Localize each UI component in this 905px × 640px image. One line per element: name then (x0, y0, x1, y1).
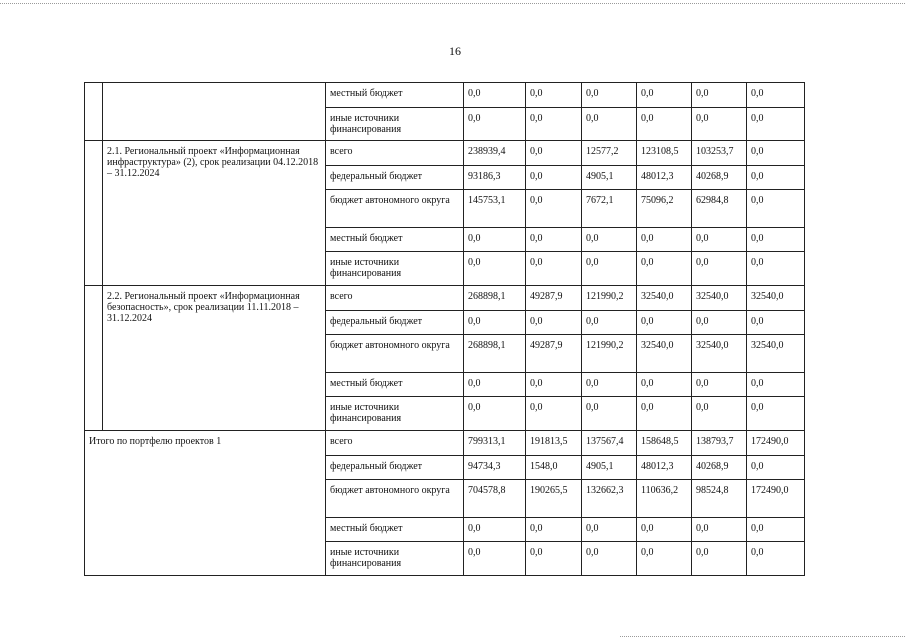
value-cell: 121990,2 (582, 335, 637, 373)
funding-source-cell: бюджет автономного округа (326, 480, 464, 518)
value-cell: 137567,4 (582, 430, 637, 455)
value-cell: 0,0 (747, 542, 805, 576)
value-cell: 0,0 (747, 83, 805, 108)
value-cell: 0,0 (464, 228, 526, 252)
value-cell: 110636,2 (637, 480, 692, 518)
value-cell: 0,0 (582, 252, 637, 286)
value-cell: 132662,3 (582, 480, 637, 518)
value-cell: 0,0 (637, 373, 692, 397)
value-cell: 138793,7 (692, 430, 747, 455)
value-cell: 0,0 (692, 228, 747, 252)
value-cell: 0,0 (747, 140, 805, 165)
value-cell: 32540,0 (637, 335, 692, 373)
funding-source-cell: всего (326, 430, 464, 455)
funding-source-cell: федеральный бюджет (326, 311, 464, 335)
value-cell: 0,0 (526, 397, 582, 431)
funding-source-cell: федеральный бюджет (326, 166, 464, 190)
funding-source-cell: всего (326, 140, 464, 165)
value-cell: 62984,8 (692, 190, 747, 228)
value-cell: 158648,5 (637, 430, 692, 455)
value-cell: 0,0 (526, 108, 582, 141)
value-cell: 0,0 (747, 456, 805, 480)
value-cell: 40268,9 (692, 456, 747, 480)
value-cell: 0,0 (526, 542, 582, 576)
value-cell: 0,0 (582, 518, 637, 542)
value-cell: 0,0 (637, 83, 692, 108)
value-cell: 238939,4 (464, 140, 526, 165)
value-cell: 0,0 (464, 83, 526, 108)
value-cell: 49287,9 (526, 335, 582, 373)
value-cell: 0,0 (526, 373, 582, 397)
funding-source-cell: местный бюджет (326, 518, 464, 542)
value-cell: 172490,0 (747, 430, 805, 455)
value-cell: 190265,5 (526, 480, 582, 518)
funding-source-cell: бюджет автономного округа (326, 190, 464, 228)
value-cell: 0,0 (747, 252, 805, 286)
value-cell: 7672,1 (582, 190, 637, 228)
value-cell: 40268,9 (692, 166, 747, 190)
value-cell: 98524,8 (692, 480, 747, 518)
value-cell: 0,0 (526, 190, 582, 228)
scan-edge-bottom (620, 636, 905, 637)
value-cell: 48012,3 (637, 166, 692, 190)
value-cell: 0,0 (582, 228, 637, 252)
value-cell: 48012,3 (637, 456, 692, 480)
value-cell: 93186,3 (464, 166, 526, 190)
value-cell: 799313,1 (464, 430, 526, 455)
page-number: 16 (449, 44, 461, 58)
value-cell: 0,0 (637, 228, 692, 252)
value-cell: 4905,1 (582, 166, 637, 190)
table-row (85, 285, 805, 310)
value-cell: 0,0 (526, 166, 582, 190)
funding-source-cell: бюджет автономного округа (326, 335, 464, 373)
value-cell: 0,0 (747, 373, 805, 397)
value-cell: 0,0 (464, 518, 526, 542)
value-cell: 0,0 (692, 397, 747, 431)
funding-source-cell: местный бюджет (326, 228, 464, 252)
value-cell: 103253,7 (692, 140, 747, 165)
value-cell: 0,0 (526, 252, 582, 286)
section-title-cell: 2.1. Региональный проект «Информационная инфраструктура» (2), срок реализации 04.12.2018 – 31.12.2024 (103, 140, 326, 285)
value-cell: 0,0 (637, 311, 692, 335)
value-cell: 0,0 (582, 311, 637, 335)
table-row (85, 83, 805, 108)
funding-source-cell: федеральный бюджет (326, 456, 464, 480)
value-cell: 0,0 (747, 190, 805, 228)
gutter-cell (85, 285, 103, 430)
gutter-cell (85, 83, 103, 141)
value-cell: 32540,0 (692, 285, 747, 310)
value-cell: 0,0 (692, 83, 747, 108)
value-cell: 0,0 (464, 542, 526, 576)
value-cell: 145753,1 (464, 190, 526, 228)
value-cell: 0,0 (526, 228, 582, 252)
value-cell: 32540,0 (747, 285, 805, 310)
value-cell: 0,0 (464, 252, 526, 286)
value-cell: 0,0 (692, 108, 747, 141)
value-cell: 268898,1 (464, 285, 526, 310)
table-row (85, 140, 805, 165)
value-cell: 0,0 (692, 373, 747, 397)
value-cell: 0,0 (637, 518, 692, 542)
value-cell: 121990,2 (582, 285, 637, 310)
value-cell: 0,0 (637, 252, 692, 286)
value-cell: 0,0 (747, 166, 805, 190)
value-cell: 0,0 (526, 140, 582, 165)
value-cell: 12577,2 (582, 140, 637, 165)
value-cell: 0,0 (582, 397, 637, 431)
value-cell: 0,0 (692, 311, 747, 335)
value-cell: 0,0 (582, 83, 637, 108)
value-cell: 32540,0 (692, 335, 747, 373)
section-title-cell: 2.2. Региональный проект «Информационная безопасность», срок реализации 11.11.2018 – 31.12.2024 (103, 285, 326, 430)
value-cell: 0,0 (637, 108, 692, 141)
value-cell: 0,0 (526, 518, 582, 542)
value-cell: 0,0 (747, 228, 805, 252)
value-cell: 268898,1 (464, 335, 526, 373)
funding-source-cell: иные источники финансирования (326, 397, 464, 431)
table-row (85, 430, 805, 455)
funding-source-cell: всего (326, 285, 464, 310)
budget-table (84, 82, 805, 576)
value-cell: 0,0 (526, 83, 582, 108)
section-title-cell: Итого по портфелю проектов 1 (85, 430, 326, 575)
value-cell: 0,0 (747, 108, 805, 141)
funding-source-cell: иные источники финансирования (326, 252, 464, 286)
value-cell: 172490,0 (747, 480, 805, 518)
value-cell: 94734,3 (464, 456, 526, 480)
value-cell: 0,0 (747, 397, 805, 431)
value-cell: 0,0 (747, 518, 805, 542)
scan-edge-top (0, 3, 905, 4)
funding-source-cell: иные источники финансирования (326, 542, 464, 576)
value-cell: 0,0 (582, 108, 637, 141)
value-cell: 0,0 (464, 397, 526, 431)
funding-source-cell: иные источники финансирования (326, 108, 464, 141)
value-cell: 0,0 (464, 373, 526, 397)
value-cell: 0,0 (692, 518, 747, 542)
value-cell: 32540,0 (637, 285, 692, 310)
value-cell: 0,0 (526, 311, 582, 335)
value-cell: 0,0 (747, 311, 805, 335)
value-cell: 0,0 (692, 542, 747, 576)
value-cell: 0,0 (692, 252, 747, 286)
value-cell: 75096,2 (637, 190, 692, 228)
value-cell: 49287,9 (526, 285, 582, 310)
value-cell: 0,0 (464, 108, 526, 141)
value-cell: 32540,0 (747, 335, 805, 373)
value-cell: 0,0 (464, 311, 526, 335)
value-cell: 4905,1 (582, 456, 637, 480)
value-cell: 1548,0 (526, 456, 582, 480)
gutter-cell (85, 140, 103, 285)
value-cell: 0,0 (582, 542, 637, 576)
funding-source-cell: местный бюджет (326, 83, 464, 108)
value-cell: 704578,8 (464, 480, 526, 518)
value-cell: 123108,5 (637, 140, 692, 165)
section-title-cell (103, 83, 326, 141)
funding-source-cell: местный бюджет (326, 373, 464, 397)
value-cell: 0,0 (637, 397, 692, 431)
value-cell: 0,0 (582, 373, 637, 397)
value-cell: 191813,5 (526, 430, 582, 455)
value-cell: 0,0 (637, 542, 692, 576)
